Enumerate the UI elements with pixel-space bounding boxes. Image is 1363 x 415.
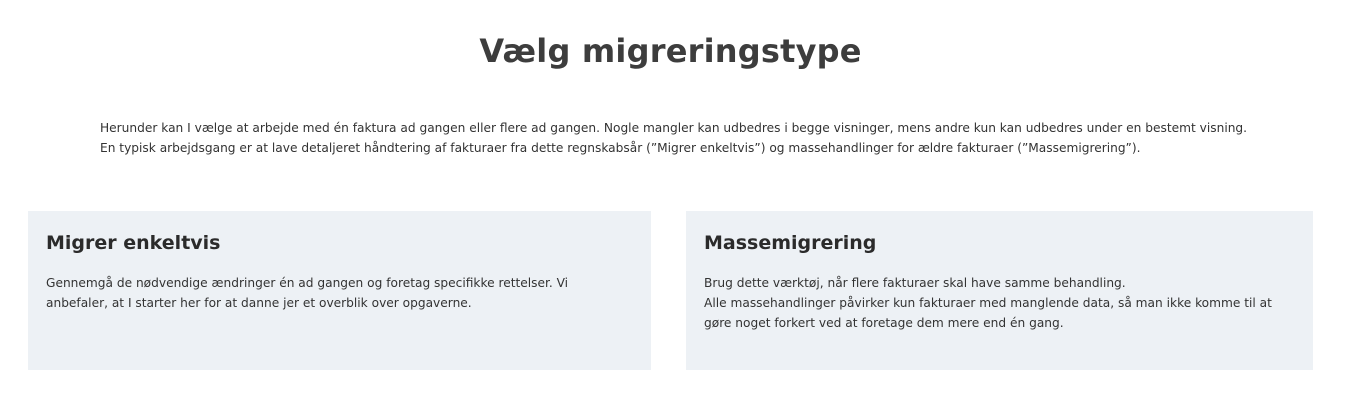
intro-line-1: Herunder kan I vælge at arbejde med én faktura ad gangen eller flere ad gangen. Nogle mangler kan udbedres i begge visninger, mens andre kun kan udbedres under en bestemt visning. [100, 121, 1248, 135]
mass-migration-description-line-1: Brug dette værktøj, når flere fakturaer skal have samme behandling. [704, 276, 1126, 290]
migrate-single-description-line: Gennemgå de nødvendige ændringer én ad gangen og foretag specifikke rettelser. Vi anbefaler, at I starter her for at danne jer et overblik over opgaverne. [46, 276, 569, 310]
migrate-single-card[interactable] [28, 211, 651, 370]
migrate-single-description [46, 273, 633, 313]
mass-migration-card[interactable] [686, 211, 1313, 370]
intro-text [100, 118, 1300, 158]
mass-migration-heading: Massemigrering [704, 232, 877, 254]
page-title: Vælg migreringstype [479, 32, 862, 70]
mass-migration-description-line-2: Alle massehandlinger påvirker kun fakturaer med manglende data, så man ikke komme til at gøre noget forkert ved at foretage dem mere end én gang. [704, 296, 1272, 330]
migrate-single-heading: Migrer enkeltvis [46, 232, 221, 254]
mass-migration-description [704, 273, 1295, 333]
intro-line-2: En typisk arbejdsgang er at lave detaljeret håndtering af fakturaer fra dette regnskabsår (”Migrer enkeltvis”) og massehandlinger for ældre fakturaer (”Massemigrering”). [100, 141, 1141, 155]
